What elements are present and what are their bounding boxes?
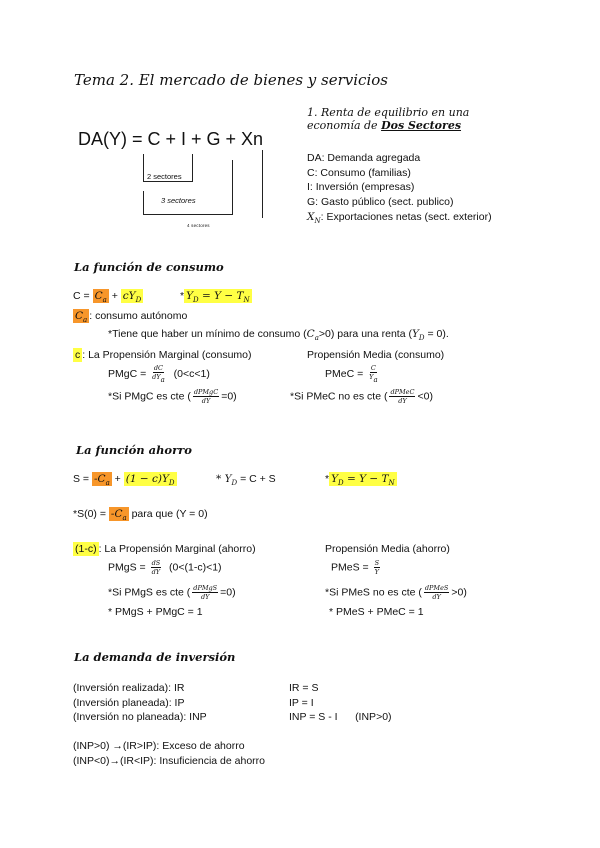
inp-eq-text: INP = S - I (289, 711, 338, 723)
bracket-3-left (143, 191, 144, 215)
s0-b: para que (Y = 0) (128, 508, 208, 520)
def-da: DA: Demanda agregada (307, 152, 421, 164)
yd-symbol: Y (186, 290, 194, 302)
cy-term (121, 289, 143, 303)
pmes-num: S (374, 559, 380, 567)
inversion-planeada: (Inversión planeada): IP (73, 696, 185, 709)
definitions-list (307, 151, 492, 229)
ip-eq: IP = I (289, 696, 314, 709)
pmes-fraction (374, 559, 380, 576)
s0-neg-ca-symbol: -C (110, 508, 123, 520)
dos-sectores-underlined: Dos Sectores (381, 119, 462, 132)
yd-c-s-equation (216, 473, 276, 487)
cy-sub: D (135, 296, 142, 304)
consumo-plus: + (108, 290, 121, 302)
si-pmec-end: <0) (417, 390, 433, 403)
pmgs-formula (108, 559, 222, 576)
consumo-autonomo (73, 310, 187, 324)
minimo-y-sub: D (418, 334, 425, 342)
bracket-3-label: 3 sectores (161, 196, 196, 205)
ca-badge (73, 309, 89, 323)
def-g: G: Gasto público (sect. publico) (307, 196, 454, 209)
ca-badge-symbol: C (75, 310, 84, 322)
pmgc-den (151, 373, 166, 384)
minimo-c: = 0). (424, 328, 449, 340)
da-equation: DA(Y) = C + I + G + Xn (78, 129, 264, 149)
si-pmec-fraction (389, 388, 415, 405)
bracket-2-left (143, 154, 144, 182)
pmec-den-sub: a (373, 376, 378, 384)
si-pmec-num: dPMeC (390, 388, 415, 396)
page-title: Tema 2. El mercado de bienes y servicios (74, 71, 388, 89)
inversion-realizada: (Inversión realizada): IR (73, 682, 185, 694)
si-pmes-end: >0) (451, 586, 467, 599)
minimo-ca: C (306, 328, 315, 340)
bracket-4-label: 4 sectores (187, 223, 210, 228)
pmgs-range: (0<(1-c)<1) (169, 561, 222, 574)
pm-consumo-label (73, 349, 252, 361)
si-pmec-note (290, 388, 433, 405)
consumo-heading: La función de consumo (74, 260, 224, 274)
pmec-den-text: Y (369, 373, 374, 381)
si-pmes-fraction (424, 584, 450, 601)
ahorro-yd-star: * (325, 473, 330, 485)
inp-note: (INP>0) (355, 711, 392, 723)
one-minus-c-sub: D (168, 479, 175, 487)
yd-rhs: = Y − T (198, 290, 244, 302)
si-pmgc-den: dY (201, 397, 211, 405)
inversion-right-list (289, 681, 392, 725)
si-pmgc-end: =0) (221, 390, 237, 403)
minimo-consumo-note (108, 328, 449, 342)
si-pmec-den: dY (398, 397, 407, 405)
minimo-y: Y (411, 328, 419, 340)
bracket-3-right (232, 160, 233, 215)
pmgc-den-text: dY (152, 373, 161, 381)
s0-note (73, 508, 208, 522)
xn-symbol: X (307, 210, 315, 223)
pmgs-num: dS (151, 559, 161, 567)
minimo-b: >0) para una renta ( (318, 328, 412, 340)
section1-heading-line1: 1. Renta de equilibrio en una (307, 106, 470, 119)
si-pmgs-note (108, 584, 236, 601)
yd-star: * (180, 290, 185, 302)
yd-c-s-symbol: * Y (216, 473, 232, 485)
minimo-a: *Tiene que haber un mínimo de consumo ( (108, 328, 307, 340)
pmes-den: Y (374, 568, 379, 576)
one-minus-c-label: (1-c) (75, 543, 97, 555)
pmgs-label: PMgS = (108, 561, 149, 574)
si-pmgs-a: *Si PMgS es cte ( (108, 586, 191, 599)
ahorro-yd-equation (325, 473, 397, 487)
autonomo-text: : consumo autónomo (89, 310, 188, 322)
pm-media-consumo: Propensión Media (consumo) (307, 349, 445, 361)
yd-term (184, 289, 252, 303)
neg-ca-symbol: -C (93, 473, 106, 485)
case-insuficiencia: (INP<0)→(IR<IP): Insuficiencia de ahorro (73, 754, 265, 767)
pmec-num: C (370, 364, 376, 372)
case-exceso: (INP>0) →(IR>IP): Exceso de ahorro (73, 740, 245, 752)
ahorro-yd-rhs: = Y − T (343, 473, 389, 485)
bracket-2-bottom (143, 181, 193, 182)
def-i: I: Inversión (empresas) (307, 181, 415, 194)
section1-heading-line2 (307, 119, 469, 132)
def-xn-text: : Exportaciones netas (sect. exterior) (320, 210, 492, 223)
ca-badge-sub: a (83, 316, 88, 324)
yd-equation (180, 290, 252, 304)
si-pmgc-num: dPMgC (193, 388, 219, 396)
bracket-4-right (262, 150, 263, 218)
inversion-no-planeada: (Inversión no planeada): INP (73, 711, 207, 723)
section1-heading-text: economía de (307, 119, 382, 132)
inversion-left-list (73, 681, 207, 725)
s0-a: *S(0) = (73, 508, 109, 520)
pmgc-formula (108, 364, 210, 384)
pmgs-den: dY (151, 568, 161, 576)
si-pmes-note (325, 584, 467, 601)
pmgc-den-sub: a (160, 376, 165, 384)
pmec-formula (325, 364, 381, 384)
inversion-cases (73, 739, 265, 768)
bracket-2-label: 2 sectores (147, 172, 182, 181)
pm-marginal-consumo: : La Propensión Marginal (consumo) (82, 349, 252, 361)
ca-symbol: C (94, 290, 103, 302)
si-pmgs-num: dPMgS (193, 584, 218, 592)
pmgc-label: PMgC = (108, 367, 150, 380)
pm-ahorro-label (73, 543, 256, 555)
si-pmes-den: dY (432, 593, 441, 601)
consumo-equation (73, 290, 143, 304)
ahorro-eq-prefix: S = (73, 473, 92, 485)
si-pmgs-fraction (192, 584, 218, 601)
si-pmgc-note (108, 388, 237, 405)
ahorro-yd-rhs-sub: N (388, 479, 395, 487)
pm-media-ahorro: Propensión Media (ahorro) (325, 543, 450, 555)
si-pmgs-end: =0) (220, 586, 236, 599)
si-pmgs-den: dY (200, 593, 210, 601)
ahorro-yd-symbol: Y (331, 473, 339, 485)
xn-sub: N (314, 216, 321, 225)
pmgs-fraction (151, 559, 162, 576)
sum-pmgs-pmgc: * PMgS + PMgC = 1 (108, 606, 203, 618)
inversion-heading: La demanda de inversión (74, 650, 236, 664)
one-minus-c-term (124, 472, 177, 486)
ca-term (93, 289, 109, 303)
pmec-label: PMeC = (325, 367, 367, 380)
si-pmec-a: *Si PMeC no es cte ( (290, 390, 388, 403)
section1-heading (307, 106, 469, 132)
neg-ca-sub: a (105, 479, 110, 487)
c-label: c (75, 349, 81, 361)
si-pmes-a: *Si PMeS no es cte ( (325, 586, 422, 599)
consumo-eq-prefix: C = (73, 290, 93, 302)
ahorro-yd-sub: D (338, 479, 344, 487)
inp-eq (289, 710, 392, 725)
bracket-3-bottom (143, 214, 233, 215)
pmes-formula (331, 559, 382, 576)
ir-eq: IR = S (289, 682, 319, 694)
sum-pmes-pmec: * PMeS + PMeC = 1 (329, 606, 424, 618)
one-minus-c-symbol: (1 − c)Y (125, 473, 169, 485)
neg-ca-term (92, 472, 112, 486)
si-pmes-num: dPMeS (424, 584, 449, 592)
def-c: C: Consumo (familias) (307, 166, 411, 179)
ahorro-heading: La función ahorro (76, 443, 192, 457)
cy-symbol: cY (122, 290, 136, 302)
pmes-label: PMeS = (331, 561, 372, 574)
ahorro-equation (73, 473, 177, 487)
si-pmgc-a: *Si PMgC es cte ( (108, 390, 191, 403)
pmgc-num: dC (153, 364, 164, 372)
ahorro-yd-term (329, 472, 397, 486)
yd-sub: D (193, 296, 199, 304)
ahorro-plus: + (111, 473, 124, 485)
si-pmgc-fraction (193, 388, 219, 405)
s0-neg-ca (109, 507, 129, 521)
pmec-den (368, 373, 378, 384)
minimo-ca-sub: a (314, 334, 319, 342)
pmgc-fraction (151, 364, 166, 384)
yd-c-s-sub: D (231, 479, 238, 487)
s0-neg-ca-sub: a (122, 514, 127, 522)
def-xn (307, 210, 492, 229)
pm-marginal-ahorro: : La Propensión Marginal (ahorro) (98, 543, 256, 555)
ca-sub: a (102, 296, 107, 304)
yd-c-s-rhs: = C + S (237, 473, 276, 485)
pmec-fraction (368, 364, 378, 384)
yd-rhs-sub: N (243, 296, 250, 304)
pmgc-range: (0<c<1) (173, 367, 210, 380)
bracket-2-right (192, 154, 193, 182)
